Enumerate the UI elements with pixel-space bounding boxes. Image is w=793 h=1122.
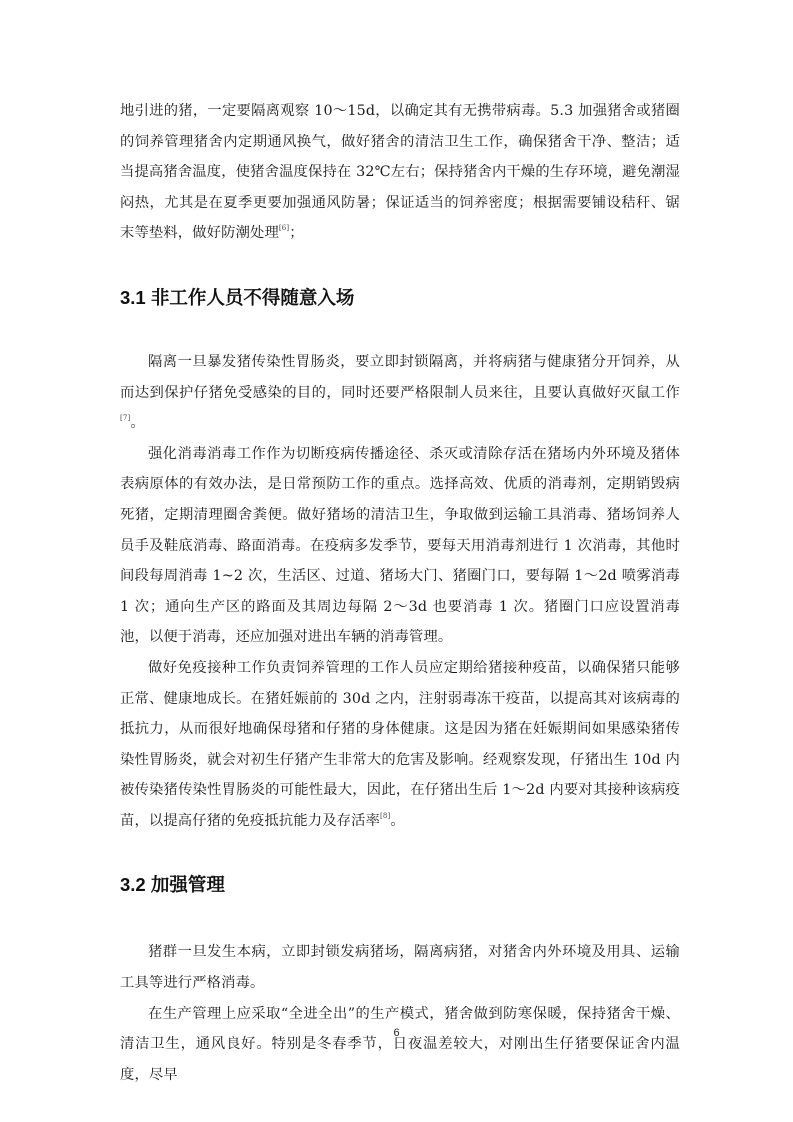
intro-text: 地引进的猪，一定要隔离观察 10～15d，以确定其有无携带病毒。5.3 加强猪舍或猪圈的饲养管理猪舍内定期通风换气，做好猪舍的清洁卫生工作，确保猪舍干净、整洁；适当提高猪舍温度，使猪舍温度保持在 32℃左右；保持猪舍内干燥的生存环境，避免潮湿闷热，尤其是在夏季更要加强通风防暑；保证适当的饲养密度；根据需要铺设秸秆、锯末等垫料，做好防潮处理 (120, 103, 680, 242)
paragraph-tail: 。 (130, 415, 145, 432)
paragraph-disinfection (120, 439, 680, 653)
section-heading-3-2: 3.2 加强管理 (120, 874, 225, 896)
paragraph-management (120, 999, 680, 1091)
paragraph-quarantine (120, 937, 680, 998)
page-number: 6 (393, 1027, 400, 1039)
paragraph-text: 强化消毒消毒工作作为切断疫病传播途径、杀灭或清除存活在猪场内外环境及猪体表病原体的有效办法，是日常预防工作的重点。选择高效、优质的消毒剂，定期销毁病死猪，定期清理圈舍粪便。做好猪场的清洁卫生，争取做到运输工具消毒、猪场饲养人员手及鞋底消毒、路面消毒。在疫病多发季节，要每天用消毒剂进行 1 次消毒，其他时间段每周消毒 1~2 次，生活区、过道、猪场大门、猪圈门口，要每隔 1～2d 喷雾消毒 1 次；通向生产区的路面及其周边每隔 2～3d 也要消毒 1 次。猪圈门口应设置消毒池，以便于消毒，还应加强对进出车辆的消毒管理。 (120, 445, 680, 646)
paragraph-text: 做好免疫接种工作负责饲养管理的工作人员应定期给猪接种疫苗，以确保猪只能够正常、健康地成长。在猪妊娠前的 30d 之内，注射弱毒冻干疫苗，以提高其对该病毒的抵抗力，从而很好地确保母猪和仔猪的身体健康。这是因为猪在妊娠期间如果感染猪传染性胃肠炎，就会对初生仔猪产生非常大的危害及影响。经观察发现，仔猪出生 10d 内被传染猪传染性胃肠炎的可能性最大，因此，在仔猪出生后 1～2d 内要对其接种该病疫苗，以提高仔猪的免疫抵抗能力及存活率 (120, 659, 680, 829)
paragraph-text: 在生产管理上应采取“全进全出”的生产模式，猪舍做到防寒保暖，保持猪舍干燥、清洁卫生，通风良好。特别是冬春季节，日夜温差较大，对刚出生仔猪要保证舍内温度，尽早 (120, 1005, 680, 1083)
paragraph-tail: 。 (390, 812, 405, 829)
paragraph-isolation (120, 347, 680, 439)
citation-6: [6] (278, 224, 290, 233)
paragraph-vaccination (120, 653, 680, 837)
paragraph-text: 猪群一旦发生本病，立即封锁发病猪场，隔离病猪，对猪舍内外环境及用具、运输工具等进行严格消毒。 (120, 944, 680, 992)
citation-8: [8] (380, 811, 391, 820)
paragraph-text: 隔离一旦暴发猪传染性胃肠炎，要立即封锁隔离，并将病猪与健康猪分开饲养，从而达到保护仔猪免受感染的目的，同时还要严格限制人员来往，且要认真做好灭鼠工作 (120, 353, 680, 401)
intro-paragraph (120, 96, 680, 249)
section-heading-3-1: 3.1 非工作人员不得随意入场 (120, 286, 355, 308)
intro-tail: ； (289, 225, 304, 242)
page-content (120, 96, 680, 1090)
citation-7: [7] (120, 414, 131, 423)
